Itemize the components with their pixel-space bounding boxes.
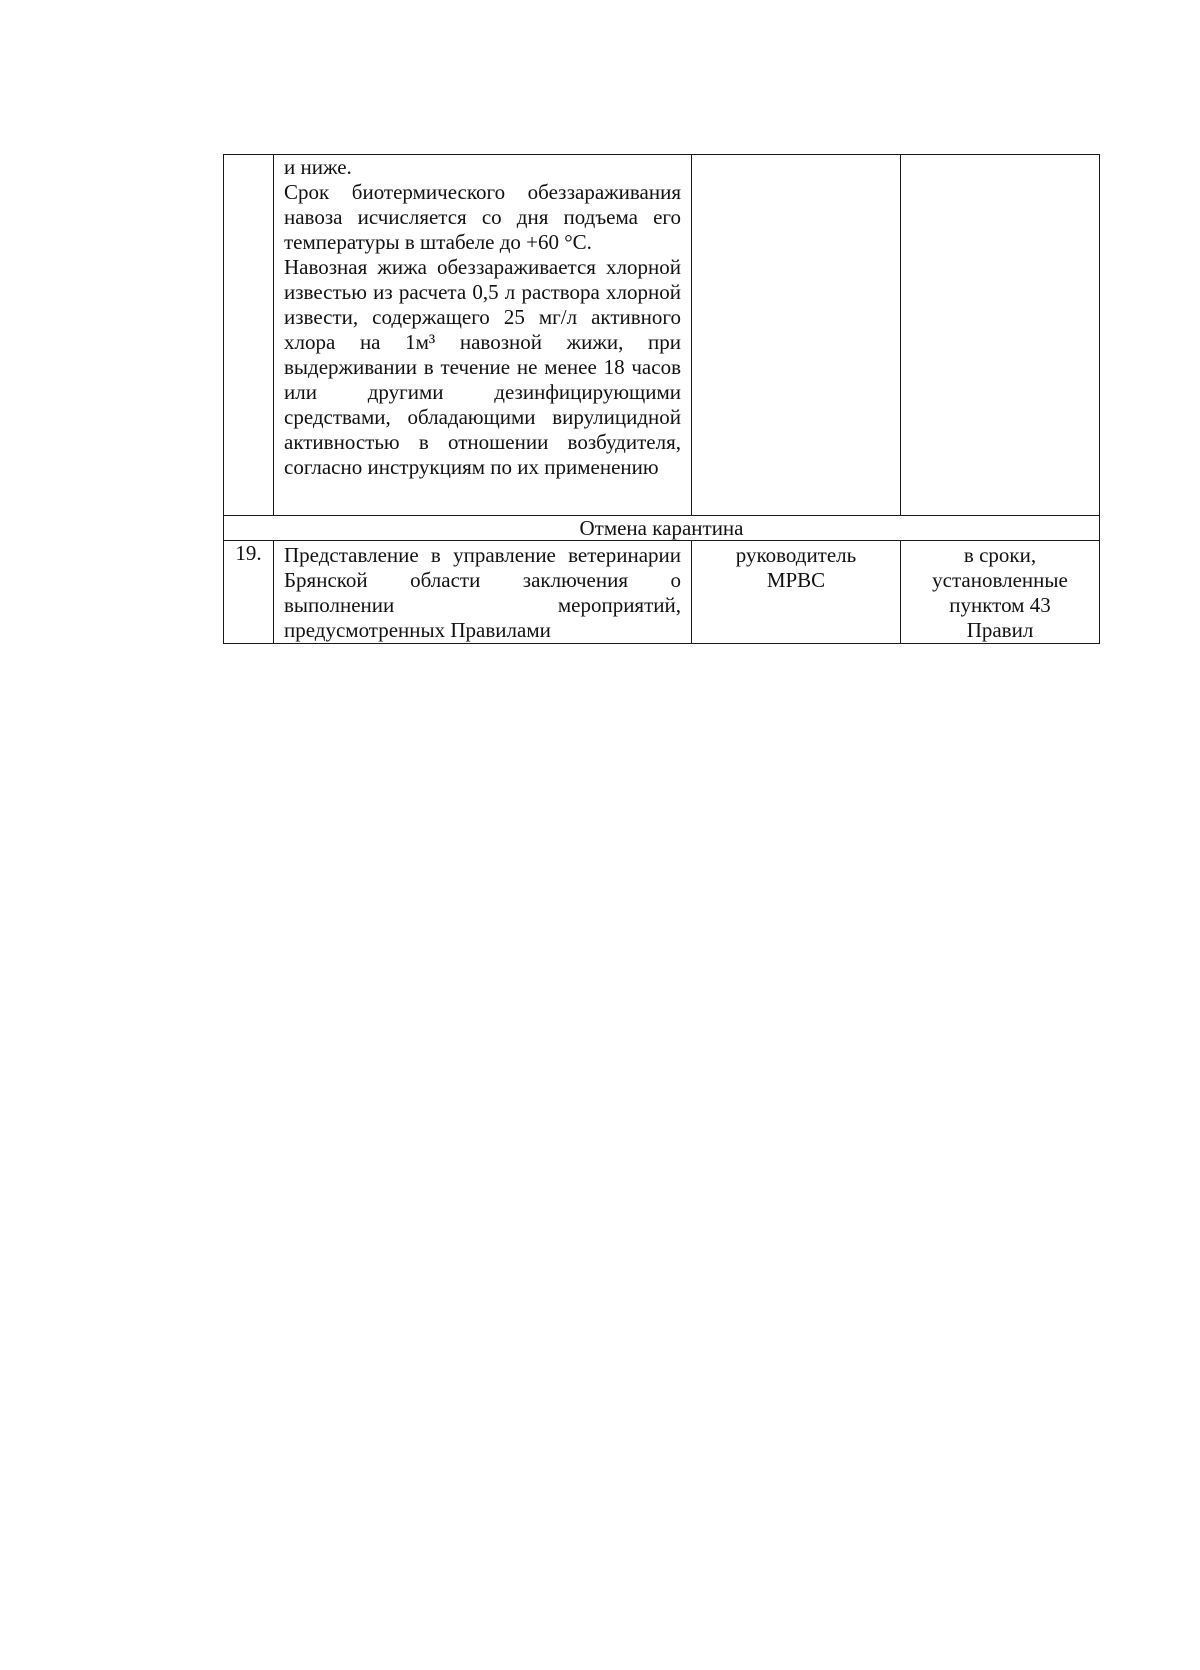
responsible-cell	[692, 155, 901, 516]
measure-text-paragraph-1: и ниже.	[284, 155, 352, 179]
measure-text-paragraph: Представление в управление ветеринарии Брянской области заключения о выполнении мероприятий, предусмотренных Правилами	[284, 543, 681, 642]
responsible-line-1: руководитель	[735, 543, 857, 567]
measure-text-paragraph-3: Навозная жижа обеззараживается хлорной известью из расчета 0,5 л раствора хлорной извести, содержащего 25 мг/л активного хлора на 1м³ навозной жижи, при выдерживании в течение не менее 18 часов или другими дезинфицирующими средствами, обладающими вирулицидной активностью в отношении возбудителя, согласно инструкциям по их применению	[284, 255, 681, 479]
responsible-cell	[692, 541, 901, 644]
term-cell	[901, 155, 1100, 516]
table-row-19	[224, 541, 1100, 644]
table-row-continued	[224, 155, 1100, 516]
term-line-3: пунктом 43	[949, 593, 1051, 617]
term-line-4: Правил	[966, 618, 1034, 642]
section-header-row	[224, 516, 1100, 541]
section-title: Отмена карантина	[224, 516, 1100, 541]
measure-text-paragraph-2: Срок биотермического обеззараживания навоза исчисляется со дня подъема его температуры в штабеле до +60 °С.	[284, 180, 681, 254]
term-cell	[901, 541, 1100, 644]
row-number-cell: 19.	[224, 541, 274, 644]
measure-text-cell	[274, 541, 692, 644]
measures-table	[223, 154, 1100, 644]
term-line-1: в сроки,	[963, 543, 1037, 567]
row-number-cell	[224, 155, 274, 516]
responsible-line-2: МРВС	[766, 568, 826, 592]
measure-text-cell	[274, 155, 692, 516]
term-line-2: установленные	[932, 568, 1068, 592]
